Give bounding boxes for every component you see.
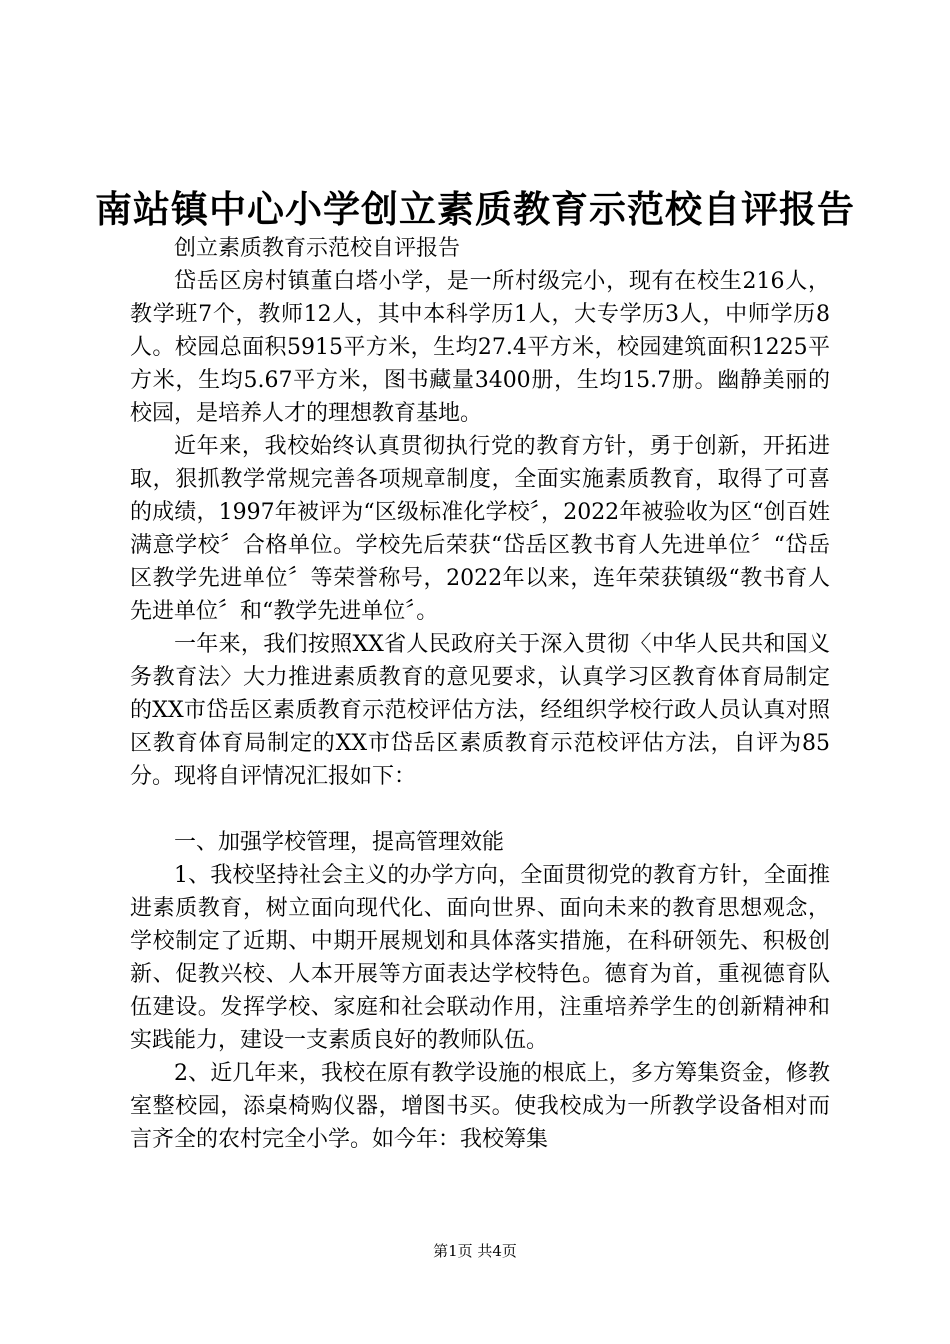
page-number: 第1页 共4页 <box>433 1242 517 1260</box>
paragraph-self-evaluation: 一年来，我们按照XX省人民政府关于深入贯彻〈中华人民共和国义务教育法〉大力推进素质教育的意见要求，认真学习区教育体育局制定的XX市岱岳区素质教育示范校评估方法，经组织学校行政人员认真对照区教育体育局制定的XX市岱岳区素质教育示范校评估方法，自评为85分。现将自评情况汇报如下： <box>130 632 830 789</box>
document-subtitle: 创立素质教育示范校自评报告 <box>174 236 461 261</box>
paragraph-management: 1、我校坚持社会主义的办学方向，全面贯彻党的教育方针，全面推进素质教育，树立面向现代化、面向世界、面向未来的教育思想观念，学校制定了近期、中期开展规划和具体落实措施，在科研领先、积极创新、促教兴校、人本开展等方面表达学校特色。德育为首，重视德育队伍建设。发挥学校、家庭和社会联动作用，注重培养学生的创新精神和实践能力，建设一支素质良好的教师队伍。 <box>130 863 830 1053</box>
paragraph-spacer <box>130 793 830 826</box>
paragraph-facilities: 2、近几年来，我校在原有教学设施的根底上，多方筹集资金，修教室整校园，添桌椅购仪器，增图书买。使我校成为一所教学设备相对而言齐全的农村完全小学。如今年：我校筹集 <box>130 1061 830 1152</box>
paragraph-school-overview: 岱岳区房村镇董白塔小学，是一所村级完小，现有在校生216人，教学班7个，教师12人，其中本科学历1人，大专学历3人，中师学历8人。校园总面积5915平方米，生均27.4平方米，校园建筑面积1225平方米，生均5.67平方米，图书藏量3400册，生均15.7册。幽静美丽的校园，是培养人才的理想教育基地。 <box>130 269 830 426</box>
section-heading: 一、加强学校管理，提高管理效能 <box>174 830 505 855</box>
document-title: 南站镇中心小学创立素质教育示范校自评报告 <box>95 187 855 231</box>
document-body <box>130 232 830 1156</box>
paragraph-achievements: 近年来，我校始终认真贯彻执行党的教育方针，勇于创新，开拓进取，狠抓教学常规完善各项规章制度，全面实施素质教育，取得了可喜的成绩，1997年被评为“区级标准化学校〞，2022年被验收为区“创百姓满意学校〞合格单位。学校先后荣获“岱岳区教书育人先进单位〞“岱岳区教学先进单位〞等荣誉称号，2022年以来，连年荣获镇级“教书育人先进单位〞和“教学先进单位〞。 <box>130 434 830 624</box>
